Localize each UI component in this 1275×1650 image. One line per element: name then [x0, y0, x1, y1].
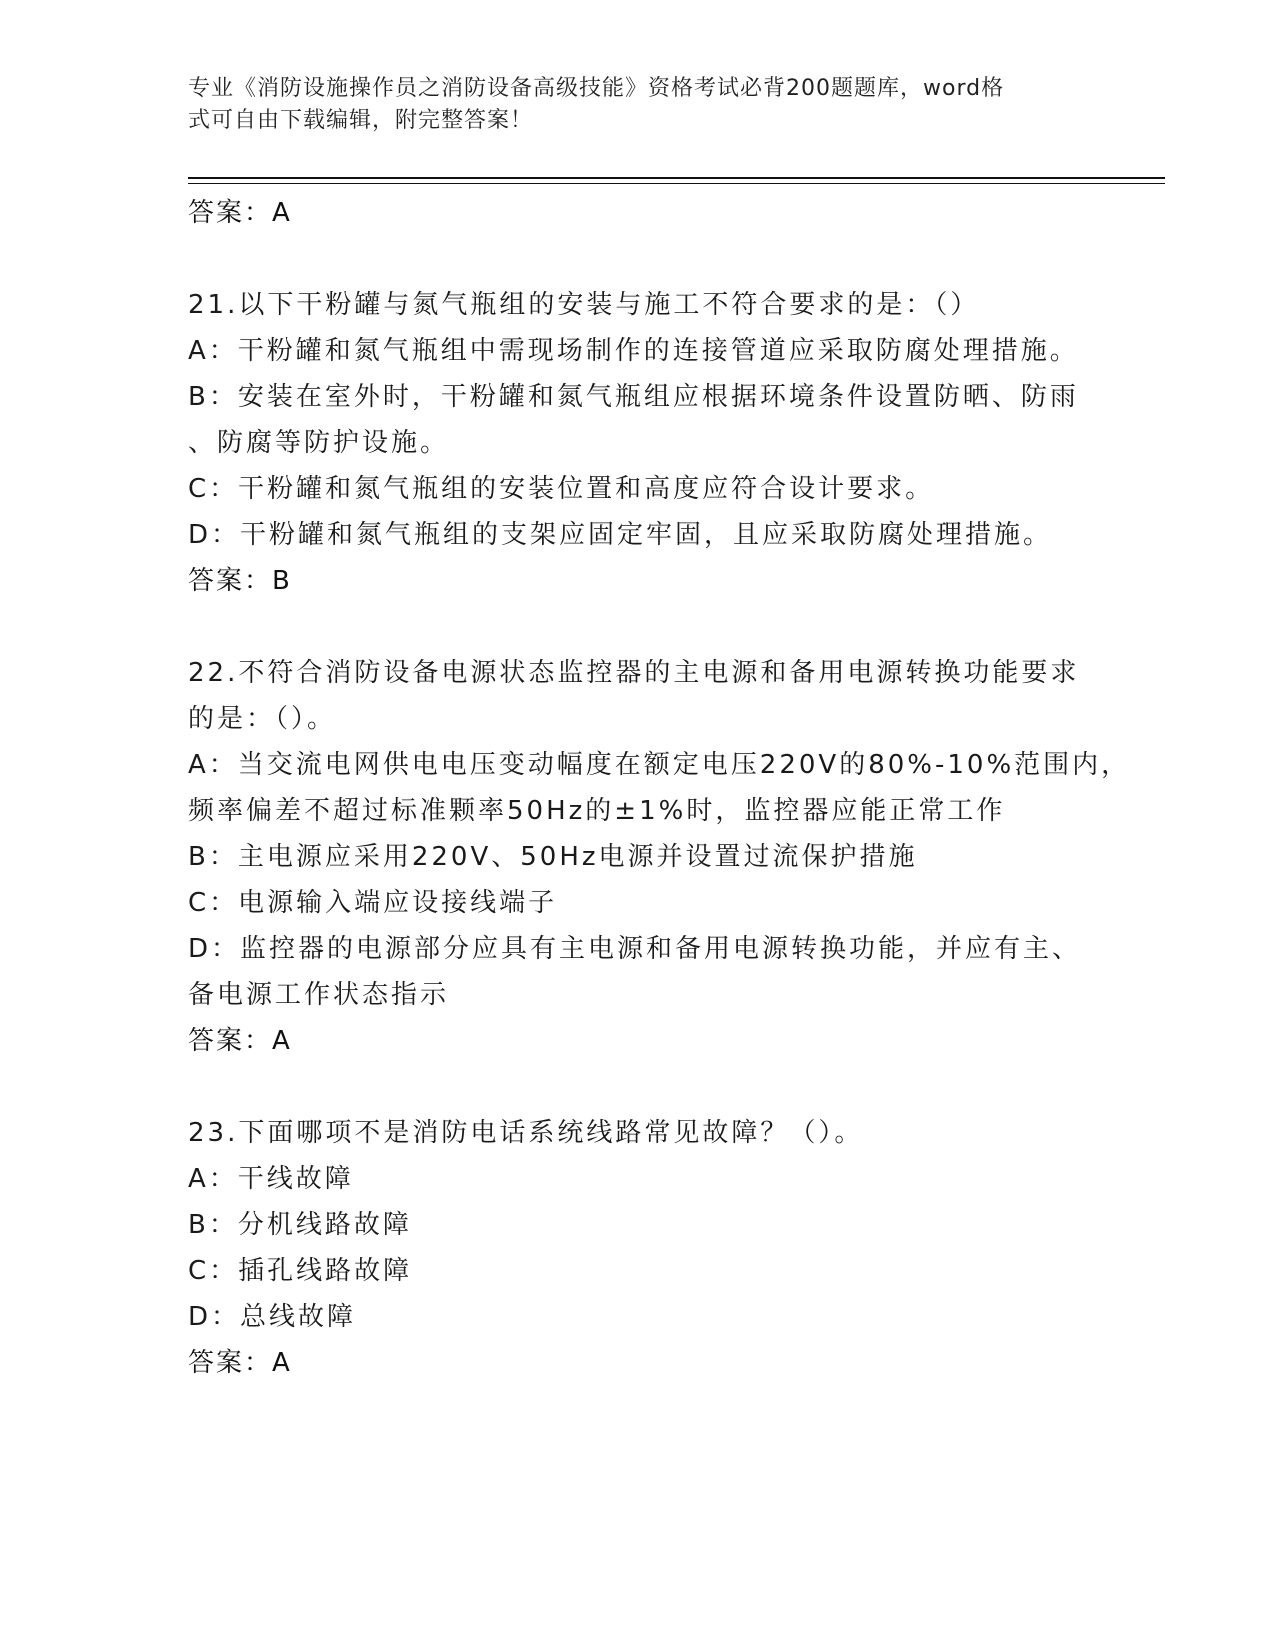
question-stem: 21.以下干粉罐与氮气瓶组的安装与施工不符合要求的是：（）	[188, 290, 980, 320]
document-body	[188, 190, 1131, 1386]
answer-line: 答案：A	[188, 198, 292, 228]
question-block	[188, 282, 1088, 604]
document-header	[188, 73, 1068, 137]
question-block	[188, 1110, 1088, 1386]
question-stem: 23.下面哪项不是消防电话系统线路常见故障？（）。	[188, 1118, 864, 1148]
question-block	[188, 650, 1131, 1064]
answer-line: 答案：A	[188, 1348, 292, 1378]
spacer	[188, 1064, 1088, 1110]
spacer	[188, 236, 1088, 282]
option-b: B：安装在室外时，干粉罐和氮气瓶组应根据环境条件设置防晒、防雨	[188, 382, 1079, 412]
answer-line: 答案：A	[188, 1026, 292, 1056]
option-a: A：干线故障	[188, 1164, 354, 1194]
question-stem: 22.不符合消防设备电源状态监控器的主电源和备用电源转换功能要求	[188, 658, 1080, 688]
option-a: A：当交流电网供电电压变动幅度在额定电压220V的80%-10%范围内，	[188, 750, 1131, 780]
option-b: B：分机线路故障	[188, 1210, 412, 1240]
header-line-1: 专业《消防设施操作员之消防设备高级技能》资格考试必背200题题库，word格	[188, 76, 1005, 101]
option-d: D：监控器的电源部分应具有主电源和备用电源转换功能，并应有主、	[188, 934, 1082, 964]
option-d: D：总线故障	[188, 1302, 357, 1332]
option-c: C：干粉罐和氮气瓶组的安装位置和高度应符合设计要求。	[188, 474, 935, 504]
header-rule-thick	[188, 177, 1165, 179]
header-line-2: 式可自由下载编辑，附完整答案！	[188, 108, 534, 133]
option-b-continued: 、防腐等防护设施。	[188, 428, 450, 458]
option-d-continued: 备电源工作状态指示	[188, 980, 450, 1010]
option-d: D：干粉罐和氮气瓶组的支架应固定牢固，且应采取防腐处理措施。	[188, 520, 1053, 550]
question-stem-continued: 的是：（）。	[188, 704, 337, 734]
header-rule-thin	[188, 183, 1165, 184]
option-c: C：电源输入端应设接线端子	[188, 888, 558, 918]
option-b: B：主电源应采用220V、50Hz电源并设置过流保护措施	[188, 842, 918, 872]
option-a-continued: 频率偏差不超过标准颗率50Hz的±1%时，监控器应能正常工作	[188, 796, 1006, 826]
option-c: C：插孔线路故障	[188, 1256, 413, 1286]
spacer	[188, 604, 1088, 650]
answer-line: 答案：B	[188, 566, 292, 596]
option-a: A：干粉罐和氮气瓶组中需现场制作的连接管道应采取防腐处理措施。	[188, 336, 1079, 366]
